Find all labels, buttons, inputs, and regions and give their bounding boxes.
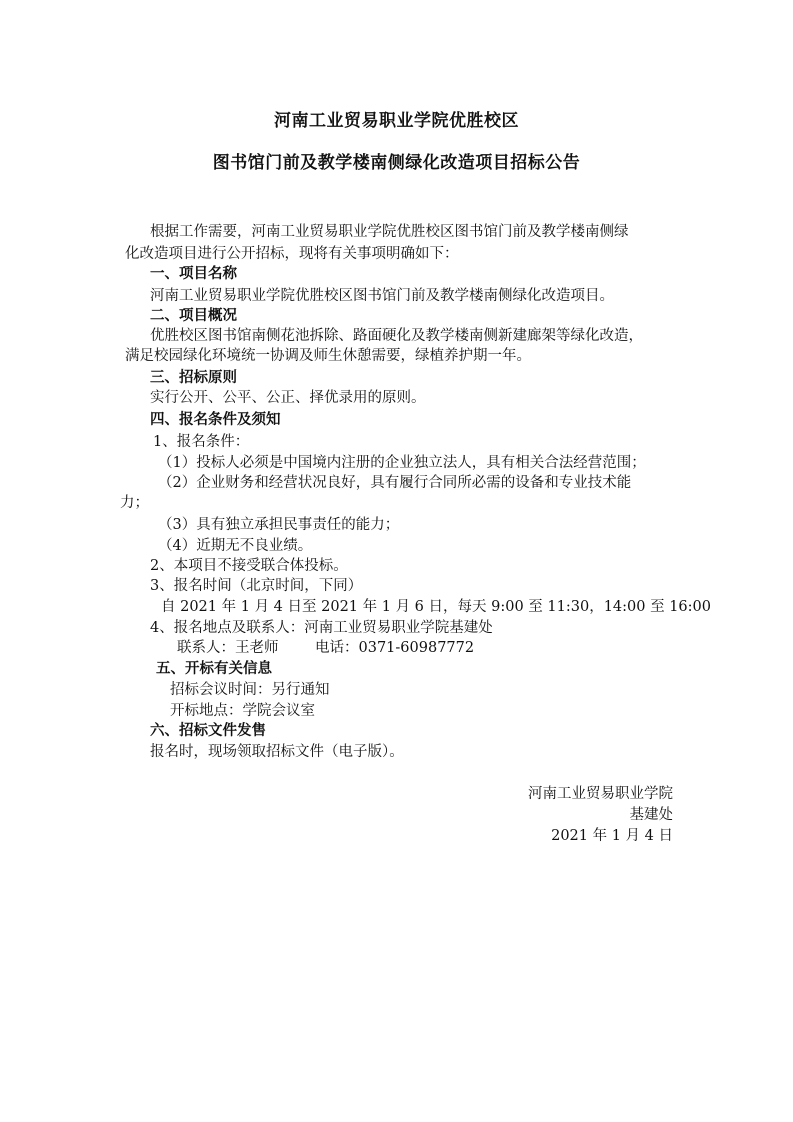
contact-phone: 电话：0371-60987772: [315, 640, 475, 656]
registration-time: 自 2021 年 1 月 4 日至 2021 年 1 月 6 日，每天 9:00 至 11:30，14:00 至 16:00: [161, 599, 711, 615]
section-6-heading: 六、招标文件发售: [150, 723, 266, 739]
signature-org: 河南工业贸易职业学院: [528, 786, 673, 802]
section-2-line-1: 优胜校区图书馆南侧花池拆除、路面硬化及教学楼南侧新建廊架等绿化改造，: [150, 328, 643, 344]
section-1-heading: 一、项目名称: [150, 266, 237, 282]
section-4-heading: 四、报名条件及须知: [150, 412, 281, 428]
section-3-text: 实行公开、公平、公正、择优录用的原则。: [150, 390, 426, 406]
opening-place: 开标地点：学院会议室: [170, 703, 315, 719]
section-4-item-3: 3、报名时间（北京时间，下同）: [150, 578, 363, 594]
signature-dept: 基建处: [629, 807, 673, 823]
condition-1: （1）投标人必须是中国境内注册的企业独立法人，具有相关合法经营范围；: [158, 455, 646, 471]
condition-2-line-1: （2）企业财务和经营状况良好，具有履行合同所必需的设备和专业技术能: [158, 475, 632, 491]
meeting-time: 招标会议时间：另行通知: [170, 682, 330, 698]
intro-line-2: 化改造项目进行公开招标，现将有关事项明确如下：: [125, 246, 459, 262]
section-6-text: 报名时，现场领取招标文件（电子版）。: [150, 744, 404, 760]
section-5-heading: 五、开标有关信息: [156, 661, 272, 677]
condition-4: （4）近期无不良业绩。: [158, 538, 313, 554]
condition-2-line-2: 力；: [120, 495, 149, 511]
section-4-item-1: 1、报名条件：: [153, 434, 250, 450]
section-2-line-2: 满足校园绿化环境统一协调及师生休憩需要，绿植养护期一年。: [125, 348, 531, 364]
section-4-item-4: 4、报名地点及联系人：河南工业贸易职业学院基建处: [150, 620, 493, 636]
section-1-text: 河南工业贸易职业学院优胜校区图书馆门前及教学楼南侧绿化改造项目。: [150, 288, 614, 304]
section-4-item-2: 2、本项目不接受联合体投标。: [150, 558, 348, 574]
title-line-1: 河南工业贸易职业学院优胜校区: [274, 111, 519, 131]
signature-date: 2021 年 1 月 4 日: [551, 828, 673, 844]
title-line-2: 图书馆门前及教学楼南侧绿化改造项目招标公告: [212, 153, 581, 173]
condition-3: （3）具有独立承担民事责任的能力；: [158, 517, 400, 533]
section-2-heading: 二、项目概况: [150, 308, 237, 324]
contact-person: 联系人：王老师: [177, 640, 279, 656]
intro-line-1: 根据工作需要，河南工业贸易职业学院优胜校区图书馆门前及教学楼南侧绿: [150, 224, 629, 240]
section-3-heading: 三、招标原则: [150, 370, 237, 386]
